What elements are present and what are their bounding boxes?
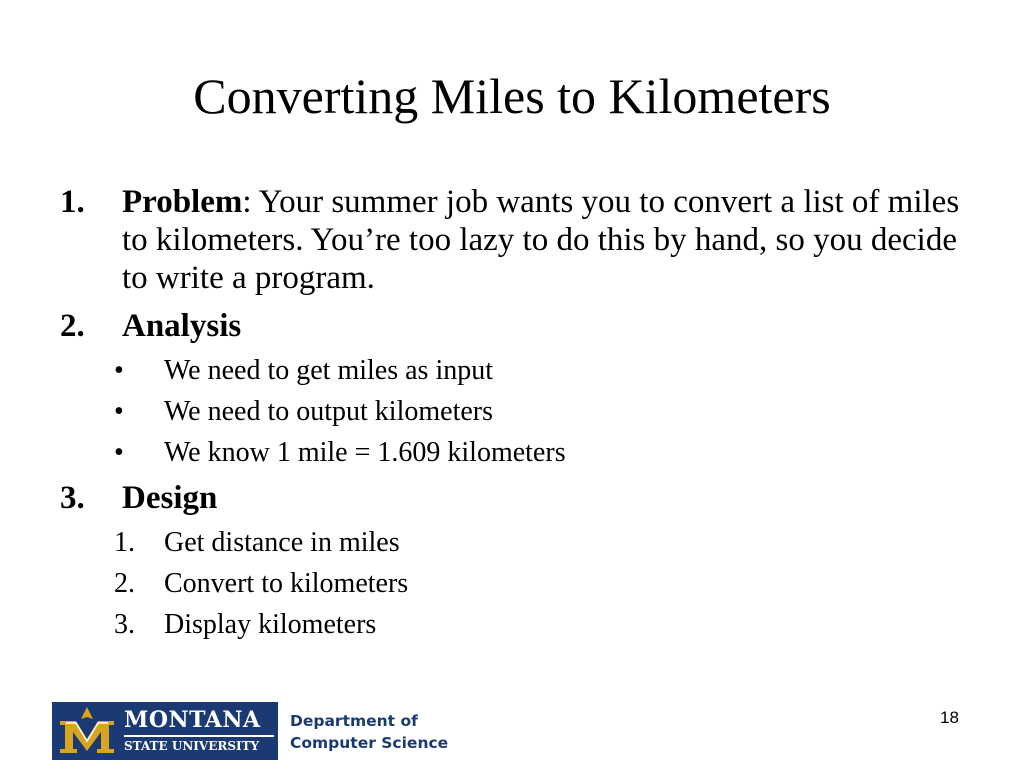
slide-body bbox=[60, 183, 980, 651]
list-item-text: Display kilometers bbox=[164, 609, 377, 640]
slide-title: Converting Miles to Kilometers bbox=[193, 68, 831, 124]
department-label bbox=[290, 710, 448, 754]
logo-divider bbox=[124, 735, 274, 737]
item-number: 1. bbox=[114, 527, 135, 558]
analysis-list bbox=[60, 355, 980, 469]
design-list bbox=[60, 527, 980, 641]
step-heading: Problem bbox=[122, 184, 243, 220]
list-item bbox=[60, 355, 980, 387]
list-item bbox=[60, 609, 980, 641]
step-design bbox=[60, 479, 980, 517]
step-heading: Analysis bbox=[122, 308, 242, 344]
montana-state-logo bbox=[52, 702, 278, 760]
step-analysis bbox=[60, 307, 980, 345]
department-line-2: Computer Science bbox=[290, 734, 449, 752]
item-number: 3. bbox=[114, 609, 135, 640]
bullet-mark: • bbox=[114, 355, 124, 386]
bullet-mark: • bbox=[114, 396, 124, 427]
step-number: 3. bbox=[60, 480, 85, 516]
step-number: 2. bbox=[60, 308, 85, 344]
list-item-text: We need to output kilometers bbox=[164, 396, 493, 427]
list-item-text: Convert to kilometers bbox=[164, 568, 409, 599]
step-number: 1. bbox=[60, 184, 85, 220]
bullet-mark: • bbox=[114, 437, 124, 468]
step-heading: Design bbox=[122, 480, 218, 516]
department-line-1: Department of bbox=[290, 712, 418, 730]
list-item bbox=[60, 396, 980, 428]
step-problem bbox=[60, 183, 980, 297]
page-number: 18 bbox=[940, 708, 959, 727]
item-number: 2. bbox=[114, 568, 135, 599]
list-item-text: We know 1 mile = 1.609 kilometers bbox=[164, 437, 566, 468]
logo-wordmark: MONTANA bbox=[124, 707, 261, 733]
logo-subtitle: STATE UNIVERSITY bbox=[124, 739, 260, 753]
list-item-text: We need to get miles as input bbox=[164, 355, 493, 386]
list-item-text: Get distance in miles bbox=[164, 527, 400, 558]
list-item bbox=[60, 527, 980, 559]
list-item bbox=[60, 437, 980, 469]
msu-m-logo-icon bbox=[56, 705, 118, 757]
step-text: : Your summer job wants you to convert a list of miles to kilometers. You’re too lazy to do this by hand, so you decide to write a program. bbox=[122, 184, 960, 296]
list-item bbox=[60, 568, 980, 600]
